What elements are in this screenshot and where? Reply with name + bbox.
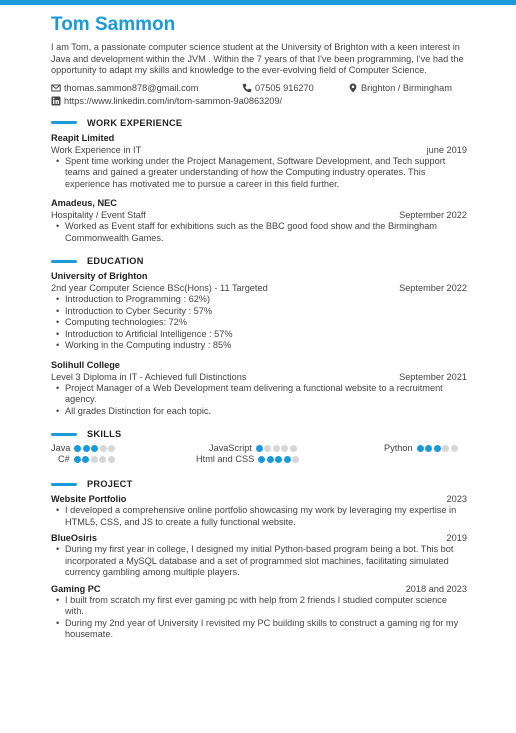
section-accent [51,260,77,263]
summary: I am Tom, a passionate computer science student at the University of Brighton with a keen interest in Java and development within the JVM . Within the 7 years of that I've been programming, I've had the opportunity to adapt my skills and knowledge to the ever-evolving field of Computer Science. [51,42,464,75]
skill-html-css [196,454,299,464]
rating-dot-filled [258,456,265,463]
work-date: june 2019 [426,144,467,155]
bullet: • Introduction to Programming : 62%) [65,294,467,306]
rating-dot-filled [425,445,432,452]
rating-dot-filled [275,456,282,463]
education-date: September 2022 [399,283,467,293]
envelope-icon [51,83,61,93]
section-work-experience [51,118,467,128]
linkedin-url: https://www.linkedin.com/in/tom-sammon-9a0863209/ [64,95,283,106]
education-entry [51,359,467,418]
bullet: • Project Manager of a Web Development team delivering a functional website to a recruitment agency. [65,383,467,406]
candidate-name: Tom Sammon [51,14,176,35]
work-date: September 2022 [399,210,467,220]
section-accent [51,483,77,486]
rating-dot-empty [290,445,297,452]
rating-dot-filled [74,445,81,452]
project-bullets [51,595,467,641]
rating-dot-filled [284,456,291,463]
rating-dot-filled [82,456,89,463]
project-date: 2023 [446,494,467,504]
phone-icon [242,83,252,93]
skill-javascript [209,443,297,453]
location-contact [348,83,452,93]
project-bullets [51,505,467,528]
rating-dot-empty [91,456,98,463]
project-header [51,583,467,595]
rating-dot-empty [264,445,271,452]
linkedin-icon [51,96,61,106]
work-bullets [51,221,467,244]
section-skills [51,429,467,439]
education-date: September 2021 [399,371,467,382]
email-contact[interactable] [51,83,198,93]
bullet: • Computing technologies: 72% [65,317,467,329]
phone-text: 07505 916270 [255,82,314,93]
work-org: Reapit Limited [51,132,115,143]
project-name: Website Portfolio [51,494,127,504]
location-text: Brighton / Birmingham [361,82,452,93]
section-education [51,256,467,266]
rating-dot-filled [417,445,424,452]
skill-name: Java [51,443,71,453]
section-title: WORK EXPERIENCE [87,117,183,128]
rating-dot-empty [108,445,115,452]
work-entry [51,197,467,244]
education-course: Level 3 Diploma in IT - Achieved full Distinctions [51,371,247,382]
education-bullets [51,383,467,418]
skill-csharp [58,454,115,464]
education-entry [51,270,467,352]
skill-name: JavaScript [209,443,252,453]
skill-rating [74,456,115,463]
phone-contact[interactable] [242,83,314,93]
work-role: Work Experience in IT [51,144,142,155]
email-text: thomas.sammon878@gmail.com [64,82,199,93]
top-accent-bar [0,0,516,5]
project-date: 2019 [446,533,467,543]
skill-rating [417,445,458,452]
rating-dot-filled [83,445,90,452]
skill-python [384,443,458,453]
education-role-row [51,371,467,383]
project-header [51,493,467,505]
work-role-row [51,144,467,156]
rating-dot-empty [99,456,106,463]
education-bullets [51,294,467,352]
project-name: Gaming PC [51,583,101,594]
project-header [51,532,467,544]
section-title: EDUCATION [87,256,144,266]
bullet: • Spent time working under the Project Management, Software Development, and Tech support teams and gained a greater understanding of how the Computing industry operates. This experience has motivated me to pursue a career in this field further. [65,156,467,191]
rating-dot-empty [108,456,115,463]
section-accent [51,433,77,436]
rating-dot-filled [434,445,441,452]
section-title: PROJECT [87,479,133,489]
bullet: • All grades Distinction for each topic. [65,406,467,418]
work-role: Hospitality / Event Staff [51,210,146,220]
skill-name: Python [384,443,413,453]
skill-rating [74,445,115,452]
skill-rating [256,445,297,452]
rating-dot-filled [91,445,98,452]
skill-rating [258,456,299,463]
work-bullets [51,156,467,191]
project-entry [51,493,467,528]
rating-dot-filled [74,456,81,463]
bullet: • Introduction to Artificial Intelligence : 57% [65,329,467,341]
rating-dot-empty [442,445,449,452]
skill-java [51,443,115,453]
work-org: Amadeus, NEC [51,198,117,208]
education-course: 2nd year Computer Science BSc(Hons) - 11 Targeted [51,283,268,293]
bullet: • Worked as Event staff for exhibitions such as the BBC good food show and the Birmingham Commonwealth Games. [65,221,467,244]
section-title: SKILLS [87,429,122,439]
map-pin-icon [348,83,358,93]
skill-name: Html and CSS [196,454,255,464]
education-org: Solihull College [51,359,120,370]
rating-dot-empty [273,445,280,452]
rating-dot-empty [100,445,107,452]
education-role-row [51,282,467,294]
project-bullets [51,544,467,579]
skills-grid [51,443,467,469]
work-entry [51,132,467,191]
bullet: • During my 2nd year of University I revisited my PC building skills to construct a gaming rig for my housemate. [65,618,467,641]
bullet: • I built from scratch my first ever gaming pc with help from 2 friends I studied computer science with. [65,595,467,618]
contact-row [51,83,467,96]
bullet: • During my first year in college, I designed my initial Python-based program being a bot. This bot incorporated a MySQL database and a set of programmed slot machines, facilitating simulated currency gambling among multiple players. [65,544,467,579]
bullet: • I developed a comprehensive online portfolio showcasing my work by leveraging my expertise in HTML5, CSS, and JS to create a fully functional website. [65,505,467,528]
section-accent [51,121,77,124]
rating-dot-empty [281,445,288,452]
linkedin-contact[interactable] [51,96,467,106]
rating-dot-empty [451,445,458,452]
project-date: 2018 and 2023 [405,583,467,594]
education-org: University of Brighton [51,271,148,281]
project-entry [51,532,467,579]
skill-name: C# [58,454,70,464]
project-entry [51,583,467,641]
rating-dot-filled [267,456,274,463]
resume-page [51,14,467,641]
rating-dot-filled [256,445,263,452]
section-project [51,479,467,489]
work-role-row [51,209,467,221]
bullet: • Working in the Computing industry : 85% [65,340,467,352]
bullet: • Introduction to Cyber Security : 57% [65,306,467,318]
project-name: BlueOsiris [51,533,97,543]
rating-dot-empty [292,456,299,463]
